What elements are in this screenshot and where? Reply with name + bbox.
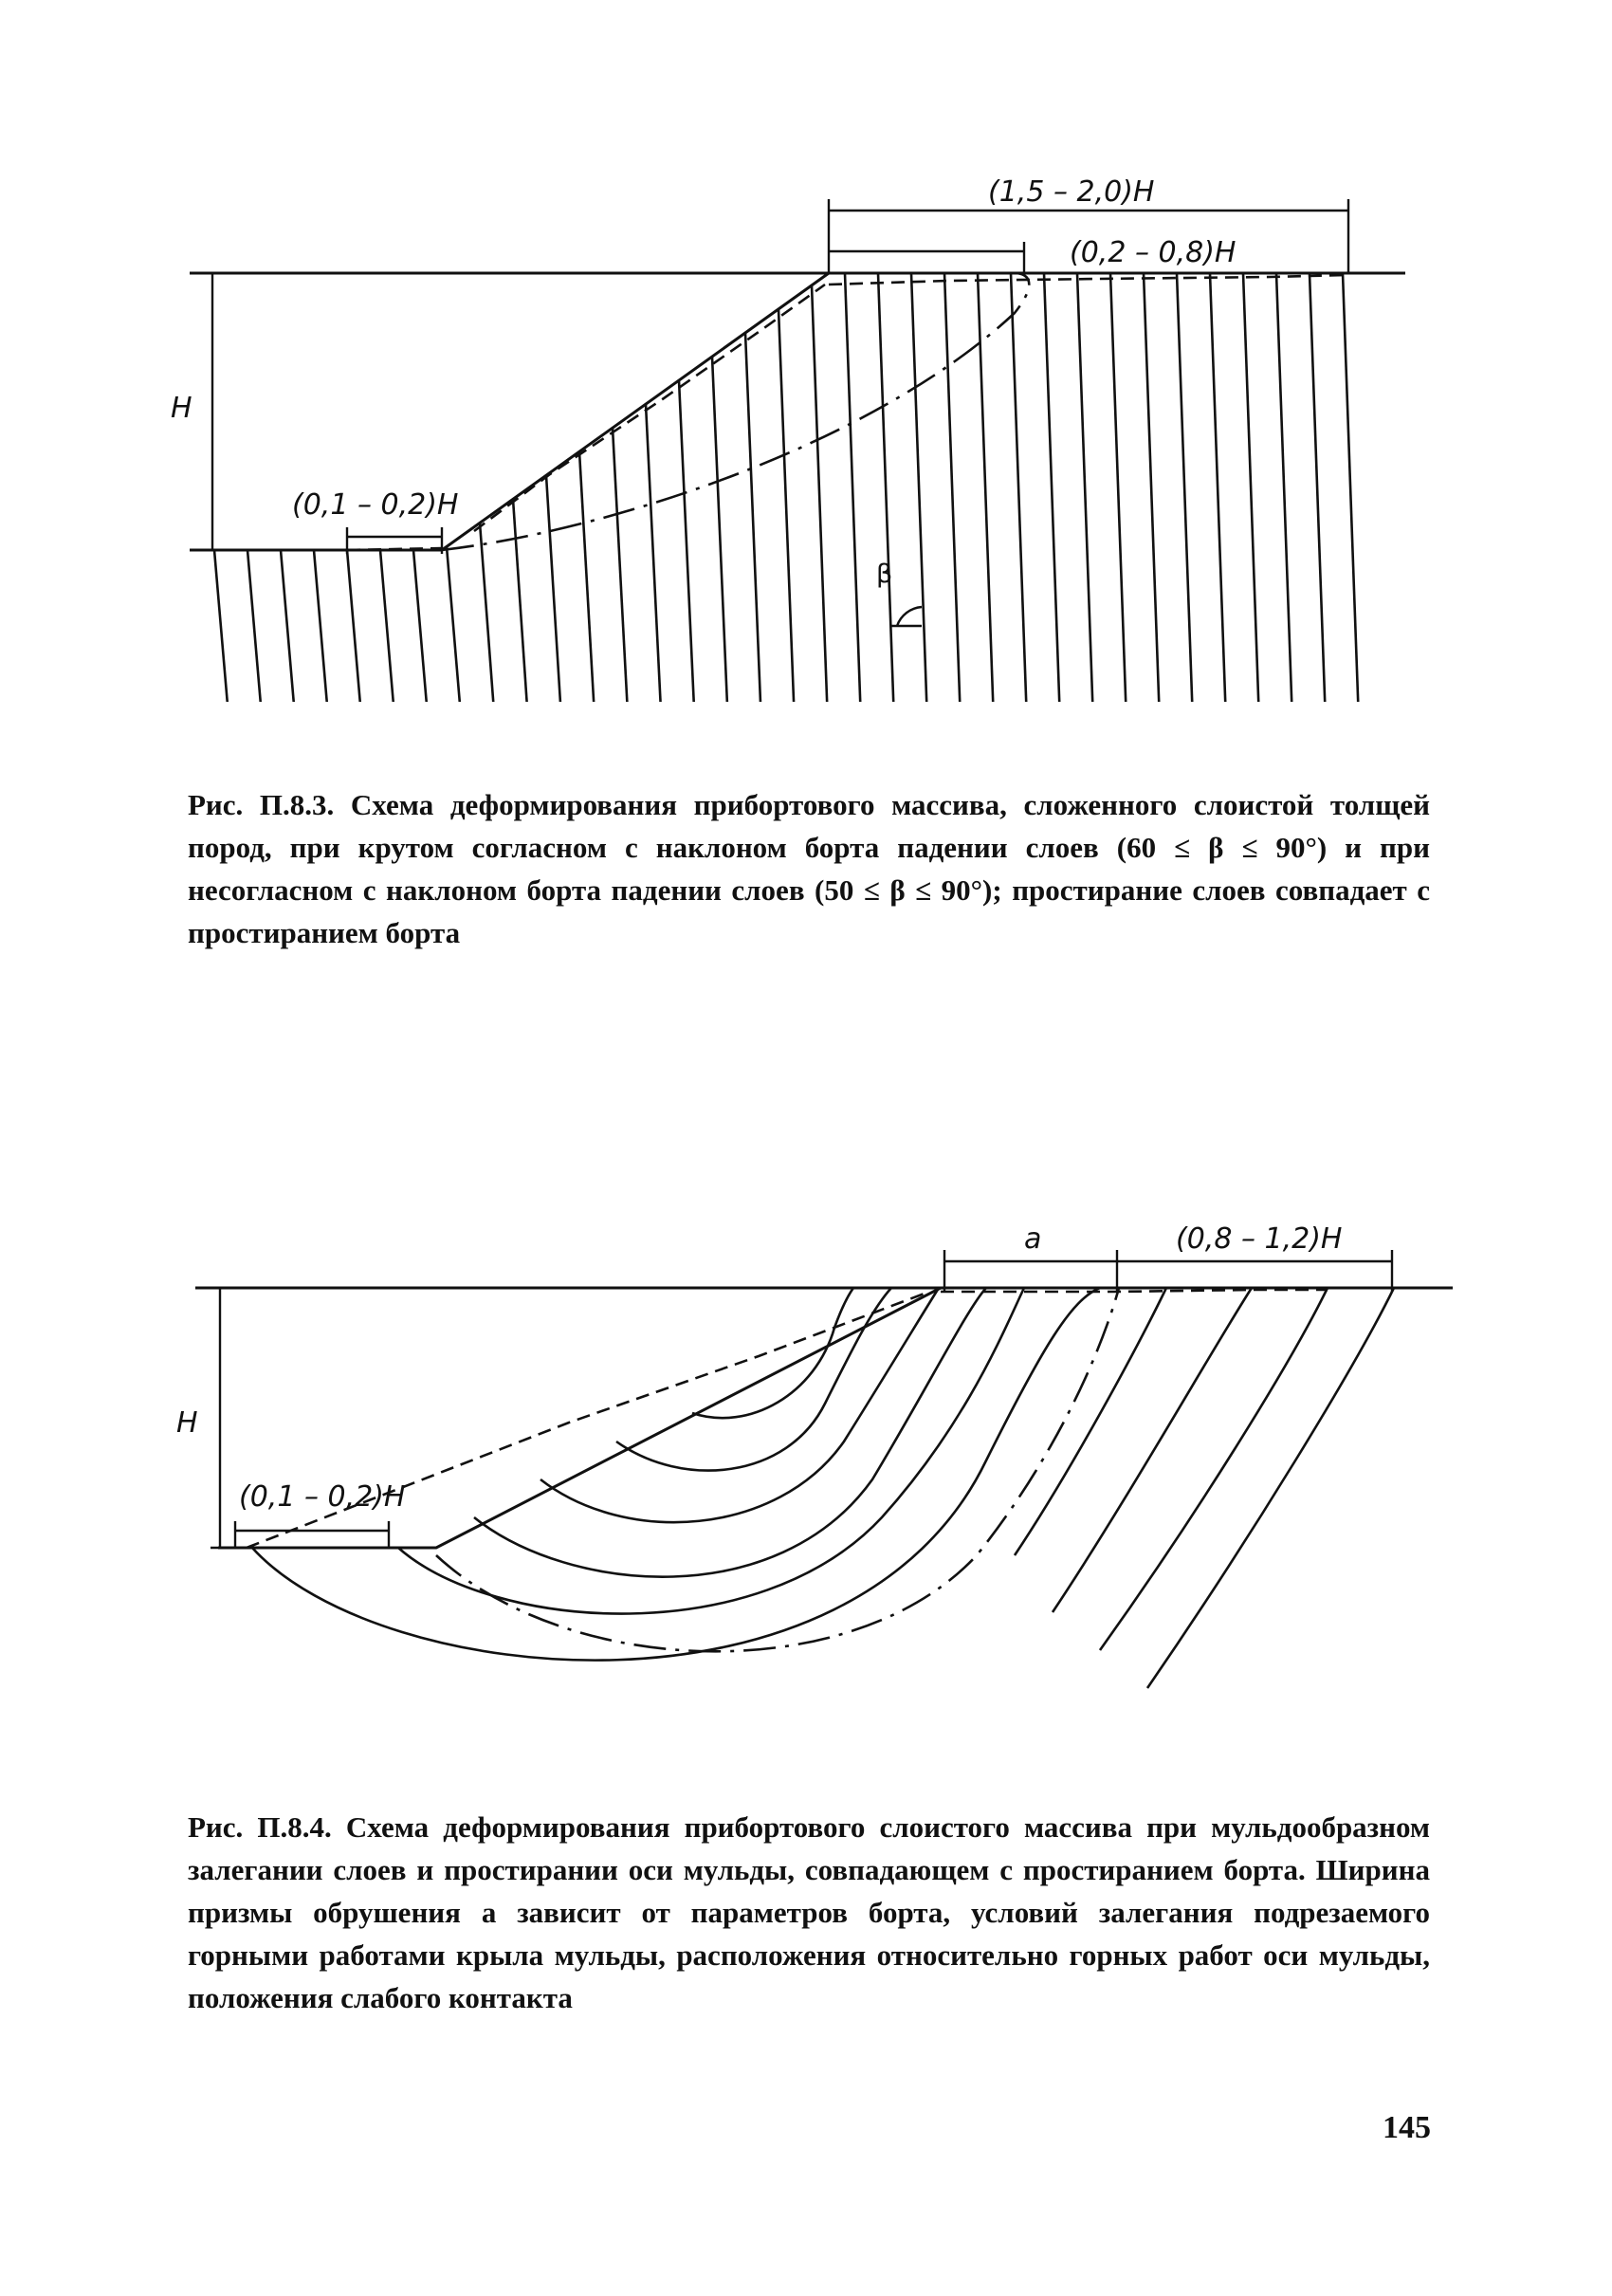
slope-outline (190, 273, 829, 550)
layer-line (1144, 273, 1161, 702)
layer-line (1077, 273, 1094, 702)
layer-line (1343, 273, 1360, 702)
figure-caption-1 (188, 783, 1430, 954)
caption-text: Схема деформирования прибортового массива, сложенного слоистой толщей пород, при крутом согласном с наклоном борта падении слоев (60 ≤ β ≤ 90°) и при несогласном с наклоном борта падении слоев (50 ≤ β ≤ 90°); простирание слоев совпадает с простиранием борта (188, 788, 1430, 949)
layer-line (812, 285, 829, 702)
layer-line (1276, 273, 1293, 702)
layer-line (413, 550, 430, 702)
layer-line (447, 546, 464, 702)
layer-line (214, 550, 231, 702)
layer-line (546, 475, 563, 702)
layer-lines (214, 273, 1360, 702)
layer-line (1243, 273, 1260, 702)
layer-line (978, 273, 995, 702)
layer-line (314, 550, 331, 702)
layer-line (1310, 273, 1327, 702)
caption-text: Схема деформирования прибортового слоистого массива при мульдообразном залегании слоев и простирании оси мульды, совпадающем с простиранием борта. Ширина призмы обрушения a зависит от параметров борта, условий залегания подрезаемого горными работами крыла мульды, расположения относительно горных работ оси мульды, положения слабого контакта (188, 1810, 1431, 2014)
label-toe: (0,1 – 0,2)H (292, 488, 459, 522)
deformed-top-line (941, 1290, 1328, 1292)
label-top-wide: (1,5 – 2,0)H (988, 175, 1155, 209)
layer-line (513, 499, 530, 702)
label-a: a (1024, 1222, 1042, 1256)
layer-line (613, 428, 630, 702)
figure-slope-steep-layers (0, 133, 1612, 702)
layer-line (281, 550, 298, 702)
layer-line (1210, 273, 1227, 702)
deformed-top-line (829, 275, 1346, 285)
layer-line (247, 550, 265, 702)
layer-line (779, 309, 796, 702)
figure-syncline-layers (0, 1185, 1612, 1726)
layer-line (878, 273, 895, 702)
layer-line (745, 333, 762, 702)
layer-line (646, 404, 663, 702)
figure-caption-2 (188, 1806, 1430, 2019)
caption-label: Рис. П.8.3. (188, 788, 335, 821)
slip-surface-curve (442, 273, 1029, 550)
layer-line (1110, 273, 1127, 702)
label-top-right: (0,8 – 1,2)H (1176, 1222, 1343, 1256)
label-angle-beta: β (876, 560, 893, 589)
layer-line (480, 523, 497, 702)
label-toe: (0,1 – 0,2)H (239, 1480, 406, 1514)
layer-line (1177, 273, 1194, 702)
slip-surface-curve (436, 1288, 1119, 1651)
layer-line (347, 550, 364, 702)
layer-line (944, 273, 962, 702)
label-height: H (171, 392, 192, 425)
layer-line (1044, 273, 1061, 702)
layer-line (845, 273, 862, 702)
page-number: 145 (1383, 2110, 1431, 2145)
layer-line (1011, 273, 1028, 702)
label-height: H (176, 1406, 198, 1440)
layer-line (679, 380, 696, 702)
caption-label: Рис. П.8.4. (188, 1810, 332, 1844)
layer-line (579, 451, 596, 702)
layer-line (380, 550, 397, 702)
layer-line (911, 273, 928, 702)
label-top-narrow: (0,2 – 0,8)H (1070, 236, 1236, 269)
layer-line (712, 357, 729, 702)
